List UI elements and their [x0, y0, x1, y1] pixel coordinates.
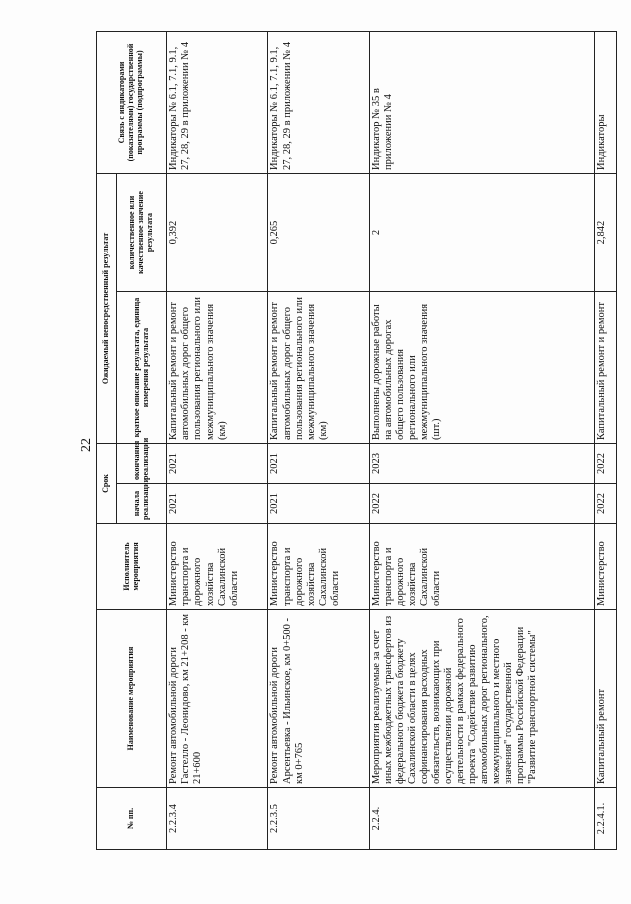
cell-end: 2021 — [268, 444, 369, 484]
header-result: Ожидаемый непосредственный результат — [97, 174, 117, 444]
header-term-start: начала реализации — [116, 484, 167, 524]
cell-indicators: Индикаторы № 6.1, 7.1, 9.1, 27, 28, 29 в приложении № 4 — [268, 32, 369, 174]
cell-end: 2022 — [594, 444, 616, 484]
cell-value: 0,392 — [167, 174, 268, 292]
cell-indicators: Индикаторы — [594, 32, 616, 174]
cell-start: 2021 — [167, 484, 268, 524]
table-row — [268, 32, 369, 850]
header-no: № пп. — [97, 788, 167, 850]
rotated-table-sheet — [96, 32, 617, 850]
cell-start: 2021 — [268, 484, 369, 524]
page-number: 22 — [79, 438, 94, 452]
cell-no: 2.2.3.5 — [268, 788, 369, 850]
header-row-1 — [97, 32, 117, 850]
cell-name: Ремонт автомобильной дороги Арсентьевка - Ильинское, км 0+500 - км 0+765 — [268, 610, 369, 788]
cell-end: 2021 — [167, 444, 268, 484]
cell-name: Капитальный ремонт — [594, 610, 616, 788]
header-indicators: Связь с индикаторами (показателями) государственной программы (подпрограммы) — [97, 32, 167, 174]
cell-value: 2,842 — [594, 174, 616, 292]
cell-end: 2023 — [369, 444, 594, 484]
cell-executor: Министерство транспорта и дорожного хозяйства Сахалинской области — [268, 524, 369, 610]
measures-table — [96, 31, 617, 850]
cell-no: 2.2.4. — [369, 788, 594, 850]
cell-no: 2.2.3.4 — [167, 788, 268, 850]
cell-desc: Капитальный ремонт и ремонт автомобильных дорог общего пользования регионального или межмуниципального значения (км) — [268, 292, 369, 444]
cell-value: 0,265 — [268, 174, 369, 292]
table-row — [167, 32, 268, 850]
header-result-desc: краткое описание результата, единица измерения результата — [116, 292, 167, 444]
header-term: Срок — [97, 444, 117, 524]
cell-no: 2.2.4.1. — [594, 788, 616, 850]
cell-value: 2 — [369, 174, 594, 292]
cell-start: 2022 — [369, 484, 594, 524]
header-term-end: окончания реализации — [116, 444, 167, 484]
cell-name: Ремонт автомобильной дороги Гастелло - Леонидово, км 21+208 - км 21+600 — [167, 610, 268, 788]
cell-name: Мероприятия реализуемые за счет иных межбюджетных трансфертов из федерального бюджета бюджету Сахалинской области в целях софинансирования расходных обязательств, возникающих при осуществлении дорожной деятельности в рамках федерального проекта "Содействие развитию автомобильных дорог регионального, межмуниципального и местного значения" государственной программы Российской Федерации "Развитие транспортной системы" — [369, 610, 594, 788]
cell-desc: Выполнены дорожные работы на автомобильных дорогах общего пользования регионального или межмуниципального значения (шт.) — [369, 292, 594, 444]
cell-start: 2022 — [594, 484, 616, 524]
cell-desc: Капитальный ремонт и ремонт — [594, 292, 616, 444]
header-result-value: количественное или качественное значение результата — [116, 174, 167, 292]
table-row — [594, 32, 616, 850]
cell-indicators: Индикатор № 35 в приложении № 4 — [369, 32, 594, 174]
cell-executor: Министерство транспорта и дорожного хозяйства Сахалинской области — [167, 524, 268, 610]
cell-executor: Министерство транспорта и дорожного хозяйства Сахалинской области — [369, 524, 594, 610]
cell-executor: Министерство — [594, 524, 616, 610]
cell-indicators: Индикаторы № 6.1, 7.1, 9.1, 27, 28, 29 в приложении № 4 — [167, 32, 268, 174]
header-executor: Исполнитель мероприятия — [97, 524, 167, 610]
table-row — [369, 32, 594, 850]
cell-desc: Капитальный ремонт и ремонт автомобильных дорог общего пользования регионального или межмуниципального значения (км) — [167, 292, 268, 444]
header-name: Наименование мероприятия — [97, 610, 167, 788]
